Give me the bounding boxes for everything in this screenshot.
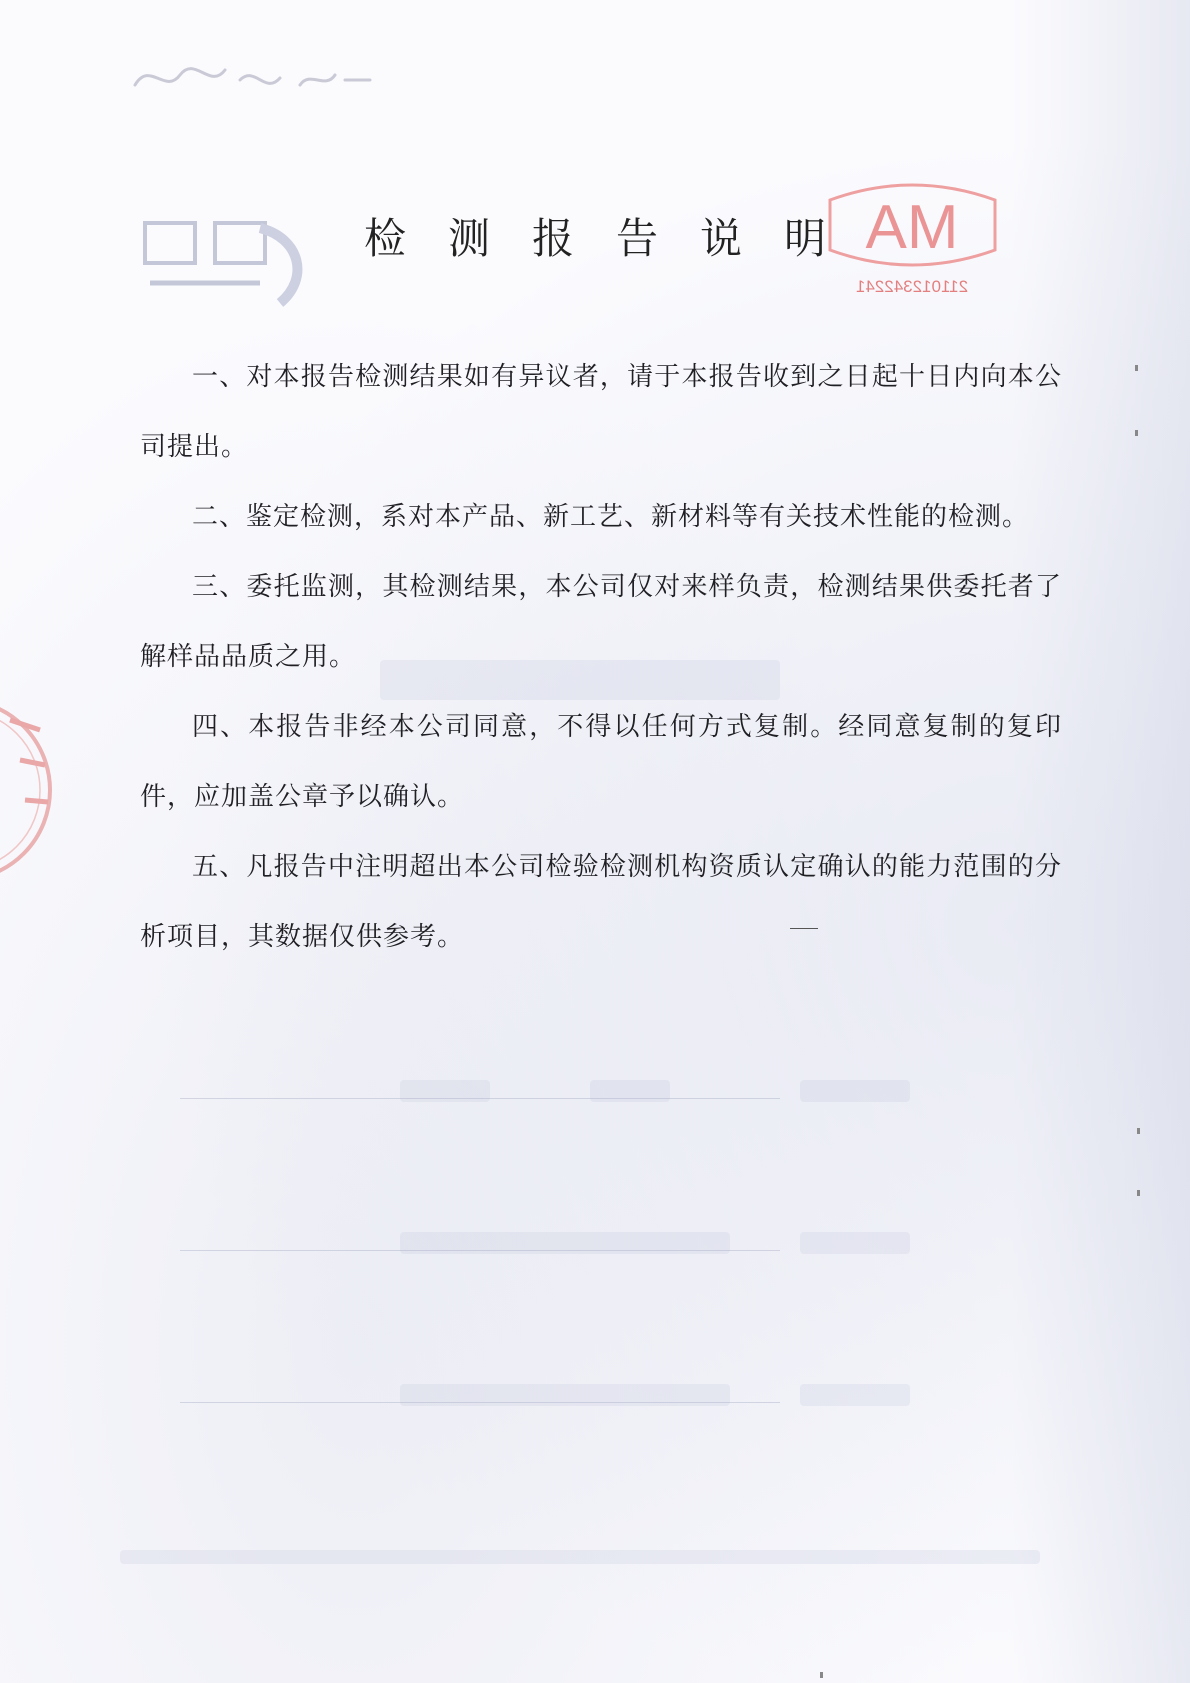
note-paragraph-2: 二、鉴定检测，系对本产品、新工艺、新材料等有关技术性能的检测。 [192, 502, 1030, 532]
ma-letters: MA [865, 193, 959, 262]
partial-red-seal [0, 690, 60, 890]
note-paragraph-4: 四、本报告非经本公司同意，不得以任何方式复制。经同意复制的复印件，应加盖公章予以确认。 [140, 712, 1062, 812]
note-paragraph-3: 三、委托监测，其检测结果，本公司仅对来样负责，检测结果供委托者了解样品品质之用。 [140, 572, 1062, 672]
ma-number: 211012342241 [855, 277, 969, 296]
note-paragraph-1: 一、对本报告检测结果如有异议者，请于本报告收到之日起十日内向本公司提出。 [140, 362, 1062, 462]
scan-speck [1137, 1128, 1140, 1134]
page-title: 检测报告说明 [363, 214, 868, 264]
handwriting-scribble [130, 50, 390, 110]
scan-speck [1137, 1190, 1140, 1196]
short-dash-mark [790, 928, 818, 929]
notes-body [140, 342, 1062, 972]
scan-speck [820, 1672, 823, 1678]
scan-speck [1135, 365, 1138, 371]
scan-speck [1135, 430, 1138, 436]
note-paragraph-5: 五、凡报告中注明超出本公司检验检测机构资质认定确认的能力范围的分析项目，其数据仅供参考。 [140, 852, 1062, 952]
